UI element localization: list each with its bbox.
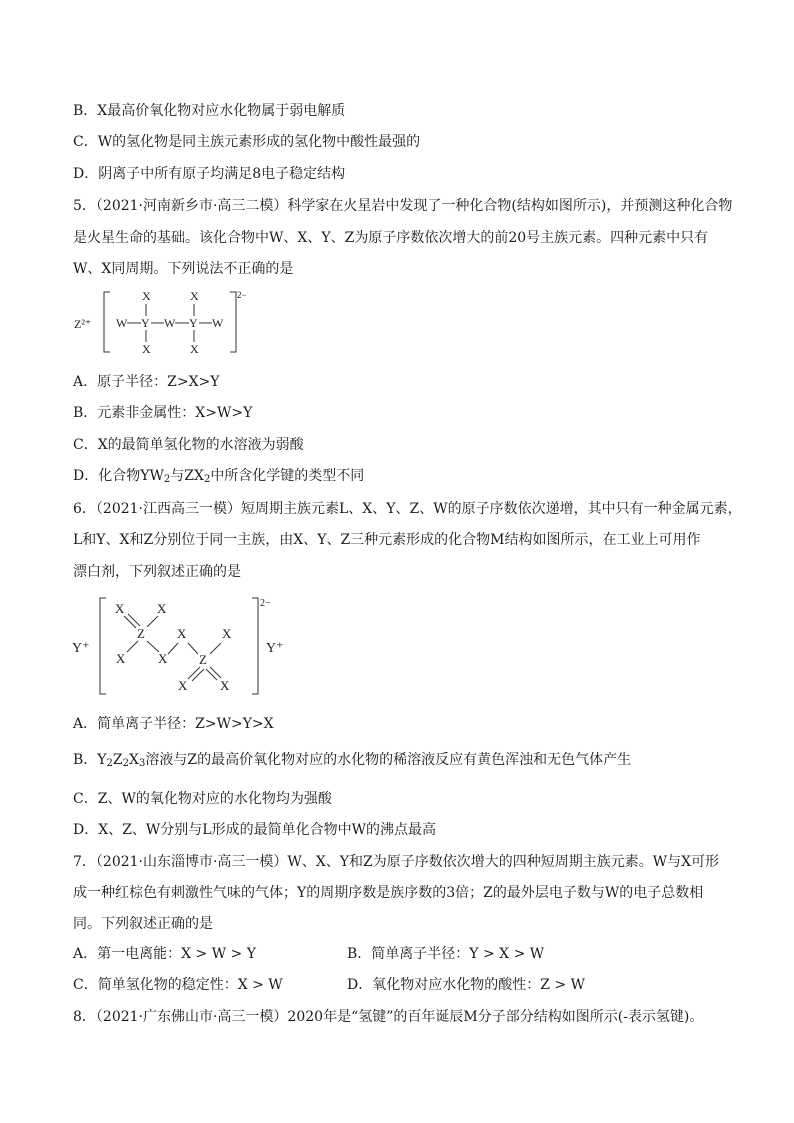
q5-option-a: A．原子半径：Z>X>Y: [73, 374, 220, 390]
q5-stem-line1: 5．（2021·河南新乡市·高三二模）科学家在火星岩中发现了一种化合物(结构如图所示)，并预测这种化合物: [73, 198, 733, 214]
q5-option-c: C．X的最简单氢化物的水溶液为弱酸: [73, 437, 304, 453]
q6-bond: [188, 643, 198, 654]
q5-atom-x: X: [190, 342, 199, 356]
q6-bond: [168, 643, 178, 654]
q6-bond: [124, 616, 136, 628]
q5-charge: 2−: [237, 290, 247, 300]
q5-atom-w: W: [116, 316, 128, 330]
q4-option-b: B．X最高价氧化物对应水化物属于弱电解质: [73, 103, 346, 119]
q5-structure-figure: [70, 286, 270, 358]
q6-stem-line1: 6．（2021·江西高三一模）短周期主族元素L、X、Y、Z、W的原子序数依次递增，其中只有一种金属元素，: [73, 501, 742, 517]
q5-left-bracket: [104, 292, 110, 352]
q6-option-a: A．简单离子半径：Z>W>Y>X: [73, 716, 274, 732]
q5-cation: Z²⁺: [74, 317, 92, 331]
q6-bond: [147, 616, 158, 627]
q7-option-a: A．第一电离能：X > W > Y: [73, 946, 256, 962]
q6-left-cation: Y⁺: [72, 641, 90, 656]
q6-atom-x: X: [177, 626, 187, 641]
q6-atom-x: X: [115, 601, 125, 616]
q4-option-d: D．阴离子中所有原子均满足8电子稳定结构: [73, 166, 346, 182]
q5-option-d: D．化合物$YW_2$与$ZX_2$中所含化学键的类型不同: [73, 468, 365, 485]
q5-atom-w: W: [164, 316, 176, 330]
q6-atom-x: X: [222, 626, 232, 641]
q6-atom-x: X: [157, 601, 167, 616]
q7-option-b: B．简单离子半径：Y > X > W: [347, 946, 545, 962]
q6-left-bracket: [100, 598, 106, 694]
q6-bond: [210, 643, 221, 654]
q6-option-b: B．$Y_2Z_2X_3$溶液与Z的最高价氧化物对应的水化物的稀溶液反应有黄色浑浊和无色气体产生: [73, 752, 632, 769]
q7-option-c: C．简单氢化物的稳定性：X > W: [73, 977, 283, 993]
q6-bond: [128, 614, 140, 626]
q6-atom-z: Z: [137, 626, 145, 641]
q5-atom-y: Y: [141, 316, 150, 330]
q5-atom-x: X: [190, 289, 199, 303]
q6-atom-x: X: [158, 651, 168, 666]
q6-option-c: C．Z、W的氧化物对应的水化物均为强酸: [73, 791, 332, 807]
q6-bond: [192, 669, 204, 681]
q5-stem-line3: W、X同周期。下列说法不正确的是: [73, 261, 294, 277]
q6-atom-x: X: [220, 678, 230, 693]
q6-structure-figure: [70, 596, 310, 696]
q5-atom-x: X: [142, 289, 151, 303]
q5-atom-w: W: [212, 316, 224, 330]
q4-option-c: C．W的氢化物是同主族元素形成的氢化物中酸性最强的: [73, 134, 421, 150]
q5-atom-y: Y: [189, 316, 198, 330]
q6-option-d: D．X、Z、W分别与L形成的最简单化合物中W的沸点最高: [73, 822, 436, 838]
q6-atom-x: X: [116, 651, 126, 666]
q5-stem-line2: 是火星生命的基础。该化合物中W、X、Y、Z为原子序数依次增大的前20号主族元素。四种元素中只有: [73, 230, 709, 246]
q6-right-cation: Y⁺: [266, 641, 284, 656]
q5-right-bracket: [230, 292, 236, 352]
q6-bond: [206, 669, 217, 680]
q7-option-d: D．氧化物对应水化物的酸性：Z > W: [347, 977, 585, 993]
q6-atom-x: X: [178, 678, 188, 693]
q5-atom-x: X: [142, 342, 151, 356]
q6-bond: [127, 641, 138, 652]
q5-option-b: B．元素非金属性：X>W>Y: [73, 405, 253, 421]
q7-stem-line3: 同。下列叙述正确的是: [73, 916, 213, 932]
q7-stem-line2: 成一种红棕色有刺激性气味的气体；Y的周期序数是族序数的3倍；Z的最外层电子数与W的电子总数相: [73, 885, 704, 901]
q6-stem-line2: L和Y、X和Z分别位于同一主族，由X、Y、Z三种元素形成的化合物M结构如图所示，在工业上可用作: [73, 532, 701, 548]
q6-right-bracket: [252, 598, 258, 694]
q6-bond: [210, 667, 221, 678]
q6-bond: [188, 667, 200, 679]
q7-stem-line1: 7．（2021·山东淄博市·高三一模）W、X、Y和Z为原子序数依次增大的四种短周期主族元素。W与X可形: [73, 854, 720, 870]
q6-atom-z: Z: [199, 652, 207, 667]
q6-charge: 2−: [260, 598, 271, 609]
q8-stem-line1: 8．（2021·广东佛山市·高三一模）2020年是“氢键”的百年诞辰M分子部分结构如图所示(-表示氢键)。: [73, 1009, 704, 1025]
q6-stem-line3: 漂白剂，下列叙述正确的是: [73, 564, 241, 580]
